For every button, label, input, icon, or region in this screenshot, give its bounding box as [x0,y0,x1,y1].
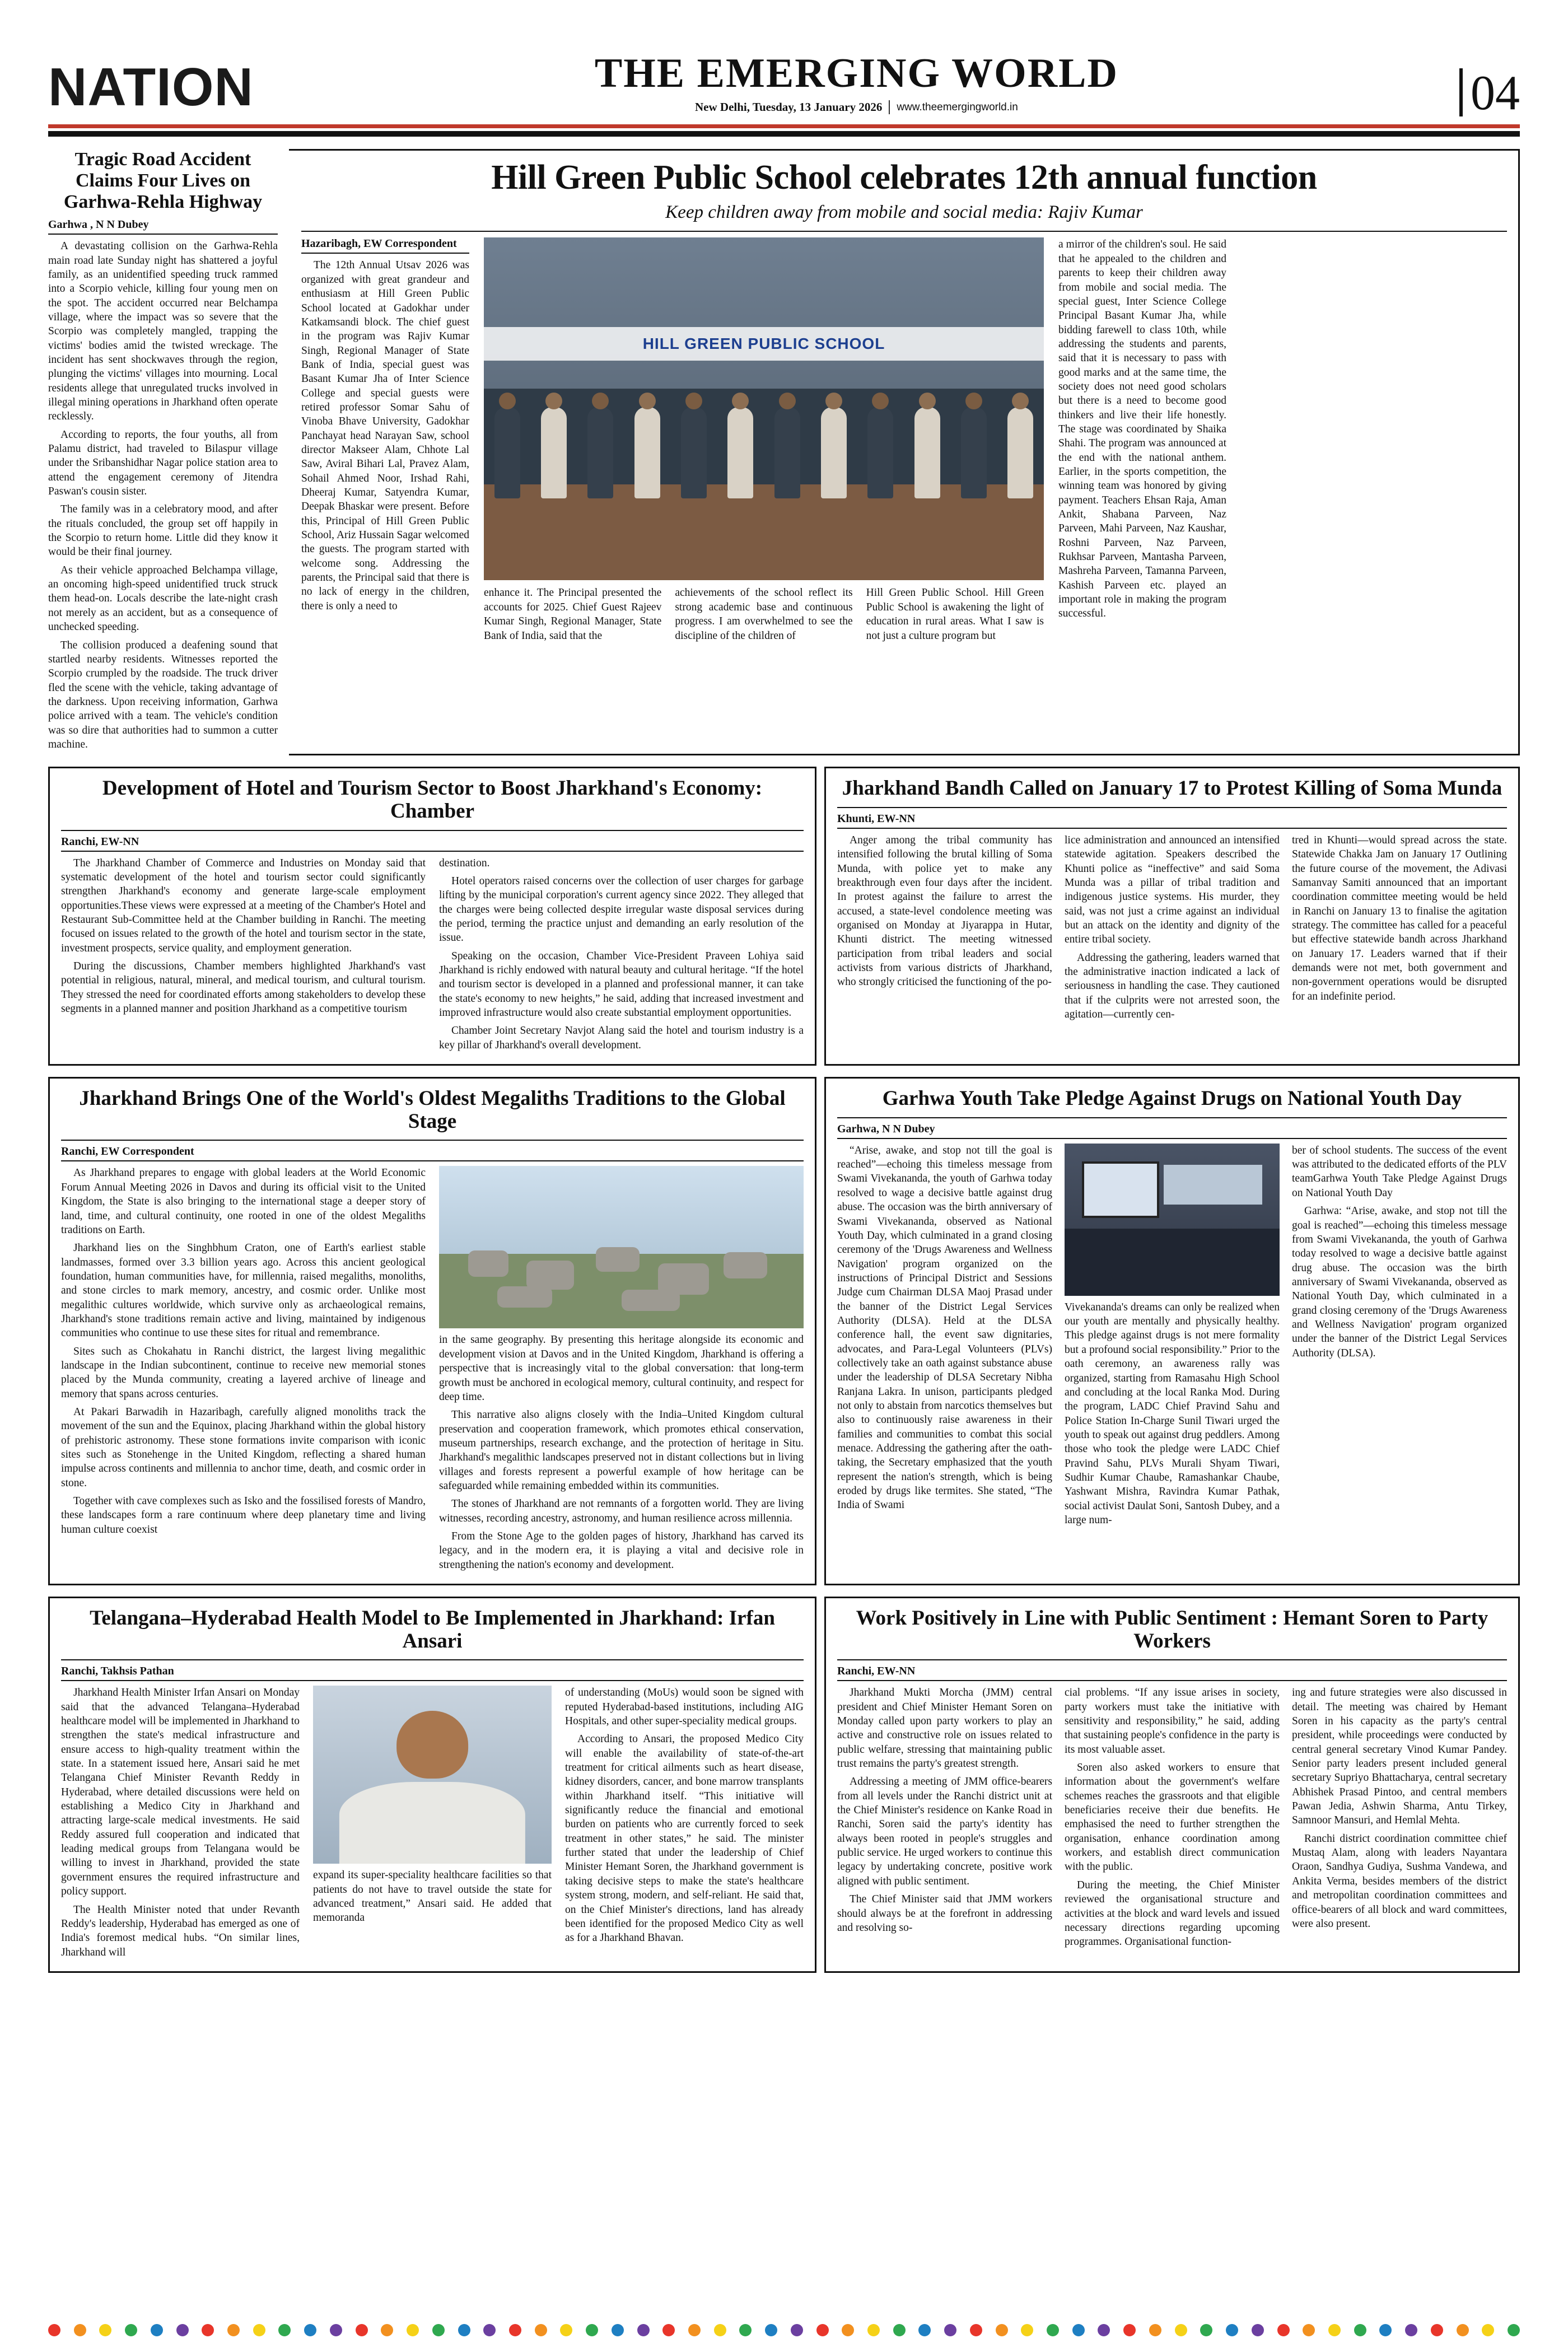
footer-dot [1379,2324,1392,2336]
article-bandh [824,767,1520,1066]
footer-dot [893,2324,906,2336]
page-number: 04 [1471,66,1520,121]
photo-person [681,407,707,498]
section-row-2 [48,1077,1520,1585]
footer-dot [48,2324,60,2336]
paragraph: The 12th Annual Utsav 2026 was organized with great grandeur and enthusiasm at Hill Green Public School located at Gadokhar under Katkamsandi block. The chief guest in the program was Rajiv Kumar Singh, Regional Manager of State Bank of India, special guest was Basant Kumar Jha of Inter Science College and special guests were retired professor Somar Sahu of Vinoba Bhave University, Gadokhar Panchayat head Narayan Saw, school director Makseer Alam, Chhote Lal Saw, Aviral Bihari Lal, Pravez Alam, Sohail Ahmed Noor, Irshad Rahi, Dheeraj Kumar, Satyendra Kumar, Deepak Bhaskar were present. Before this, Principal of Hill Green Public School, Ariz Hussain Sagar welcomed the guests. The program started with welcome song. Addressing the parents, the Principal said that there is no lack of energy in the children, there is only a need to [301,259,469,612]
photo-banner [1164,1165,1263,1205]
paragraph: of understanding (MoUs) would soon be signed with reputed Hyderabad-based institutions, including AIG Hospitals, and other super-speciality medical groups. [565,1687,804,1728]
publication-website[interactable]: www.theemergingworld.in [897,101,1018,113]
footer-dot [176,2324,189,2336]
footer-dot [535,2324,547,2336]
megaliths-photo [439,1166,804,1328]
megaliths-columns [61,1166,804,1576]
footer-dot [1149,2324,1161,2336]
road-accident-headline: Tragic Road Accident Claims Four Lives on Garhwa-Rehla Highway [63,149,263,213]
paragraph: ing and future strategies were also discussed in detail. The meeting was chaired by Hemant Soren in his capacity as the party's central president, while proceedings were conducted by central general secretary Vinod Kumar Pandey. Senior party leaders present included general secretary Supriyo Bhattacharya, central secretary Abhishek Prasad Pintoo, and central members Pawan Jedia, Ashwin Sharma, Antu Tirkey, Samnoor Mansuri, and Hemlal Mehta. [1292,1687,1507,1827]
paragraph: As Jharkhand prepares to engage with global leaders at the World Economic Forum Annual Meeting 2026 in Davos and during its official visit to the United Kingdom, the State is also bringing to the international stage a deeper story of land, time, and cultural continuity, one rooted in one of the oldest Megaliths traditions on Earth. [61,1167,426,1236]
telangana-photo [313,1686,552,1864]
footer-dot [1175,2324,1187,2336]
photo-person [914,407,940,498]
telangana-byline: Ranchi, Takhsis Pathan [61,1665,804,1681]
paragraph: Jharkhand Health Minister Irfan Ansari on Monday said that the advanced Telangana–Hyderabad healthcare model will be implemented in Jharkhand to strengthen the state's medical infrastructure and ensure access to high-quality treatment within the state. In a statement issued here, Ansari said he met Telangana Chief Minister Revanth Reddy in Hyderabad, where detailed discussions were held on establishing a Medico City in Jharkhand and attracting large-scale medical investments. He said Reddy assured full cooperation and indicated that leading medical groups from Telangana would be willing to invest in Jharkhand, provided the state government ensures the required infrastructure and policy support. [61,1687,300,1898]
paragraph: During the meeting, the Chief Minister reviewed the organisational structure and activities at the block and ward levels and issued necessary directions regarding upcoming programmes. Organisational function- [1065,1879,1280,1948]
photo-seats [1065,1229,1280,1296]
paragraph: Addressing the gathering, leaders warned that the administrative inaction indicated a lack of seriousness in handling the case. They cautioned that if the culprits were not arrested soon, the agitation—currently cen- [1065,951,1280,1021]
footer-dot [765,2324,777,2336]
article-youth-pledge [824,1077,1520,1585]
photo-screen [1082,1161,1160,1217]
paragraph: Addressing a meeting of JMM office-bearers from all levels under the Ranchi district unit at the Chief Minister's residence on Kanke Road in Ranchi, Soren said the party's identity has always been rooted in people's struggles and public service. He urged workers to continue this legacy by undertaking concrete, positive work aligned with public sentiment. [837,1776,1052,1887]
telangana-col-3 [565,1686,804,1963]
paragraph: Garhwa: “Arise, awake, and stop not till the goal is reached”—echoing this timeless message from Swami Vivekananda, the youth of Garhwa today resolved to wage a decisive battle against drug abuse. The occasion was the birth anniversary of Swami Vivekananda, observed as National Youth Day, which culminated in a grand closing ceremony of the 'Drugs Awareness and Wellness Navigation' program organized under the banner of the District Legal Services Authority (DLSA). [1292,1205,1507,1359]
top-section [48,149,1520,755]
masthead [48,45,1520,121]
footer-dot [458,2324,470,2336]
paragraph: in the same geography. By presenting this heritage alongside its economic and development vision at Davos and in the United Kingdom, Jharkhand is offering a perspective that is increasingly vital to the global conversation: that long-term growth must be anchored in ecological memory, cultural continuity, and respect for deep time. [439,1334,804,1403]
paragraph: According to Ansari, the proposed Medico City will enable the availability of state-of-the-art treatment for critical ailments such as heart disease, kidney disorders, cancer, and bone marrow transplants within Jharkhand itself. “This initiative will significantly reduce the financial and emotional burden on patients who are currently forced to seek treatment in other states,” he said. The minister further stated that under the leadership of Chief Minister Hemant Soren, the Jharkhand government is taking decisive steps to make the state's healthcare system strong, modern, and self-reliant. He said that, on the Chief Minister's directions, land has already been identified for the proposed Medico City as well as for a Jharkhand Bhavan. [565,1733,804,1944]
megaliths-col-2 [439,1166,804,1576]
hotel-tourism-col-1 [61,856,426,1056]
hemant-headline: Work Positively in Line with Public Sentiment : Hemant Soren to Party Workers [856,1606,1488,1653]
youth-pledge-headline: Garhwa Youth Take Pledge Against Drugs on National Youth Day [882,1087,1462,1110]
paragraph: a mirror of the children's soul. He said that he appealed to the children and parents to keep their children away from mobile and social media. The special guest, Inter Science College Principal Basant Kumar Jha, while bidding farewell to class 10th, while addressing the students and parents, said that it is necessary to pass with good marks and at the same time, the society does not need good scholars but there is a need to become good thinkers and live their life honestly. The stage was coordinated by Shaika Shahi. The program was announced at the end with the national anthem. Earlier, in the sports competition, the winning team was honored by giving payment. Teachers Ehsan Raja, Aman Ankit, Shabana Parveen, Naz Parveen, Mahi Parveen, Naz Kaushar, Roshni Parveen, Naz Parveen, Rukhsar Parveen, Mantasha Parveen, Mashreha Parveen, Tamanna Parveen, Kashish Parveen etc. played an important role in making the program successful. [1058,239,1226,620]
footer-dot [637,2324,650,2336]
photo-person [494,407,520,498]
paragraph: destination. [439,857,490,869]
footer-dot [407,2324,419,2336]
footer-dot [1047,2324,1059,2336]
paragraph: lice administration and announced an intensified statewide agitation. Speakers described the Khunti police as “ineffective” and said Soma Munda was a pillar of tribal tradition and indigenous justice systems. His murder, they said, was not just a crime against an individual but an attack on the identity and dignity of the entire tribal society. [1065,834,1280,946]
lead-body-4 [866,586,1044,646]
footer-dot [1303,2324,1315,2336]
footer-dot [509,2324,521,2336]
paragraph: During the discussions, Chamber members highlighted Jharkhand's vast potential in religious, natural, mineral, and medical tourism, and cultural tourism. They stressed the need for coordinated efforts among stakeholders to develop these segments in a planned manner and position Jharkhand as a competitive tourism [61,960,426,1015]
masthead-red-rule [48,124,1520,128]
youth-pledge-col-3 [1292,1144,1507,1532]
road-accident-byline: Garhwa , N N Dubey [48,218,278,235]
article-road-accident [48,149,289,755]
footer-dot [432,2324,445,2336]
paragraph: The stones of Jharkhand are not remnants of a forgotten world. They are living witnesses, recording ancestry, astronomy, and human resilience across millennia. [439,1498,804,1524]
footer-dot [330,2324,342,2336]
paragraph: From the Stone Age to the golden pages of history, Jharkhand has carved its legacy, and in the modern era, it is playing a vital and decisive role in strengthening the nation's economy and development. [439,1530,804,1571]
hotel-tourism-byline: Ranchi, EW-NN [61,836,804,852]
paragraph: Ranchi district coordination committee chief Mustaq Alam, along with leaders Nayantara Oraon, Sandhya Gudiya, Sushma Vandewa, and Ankita Verma, besides members of the district and metropolitan coordination committees and office-bearers of all block and ward committees, were also present. [1292,1832,1507,1930]
bandh-col-3 [1292,833,1507,1025]
bandh-columns [837,833,1507,1025]
youth-pledge-byline: Garhwa, N N Dubey [837,1123,1507,1139]
paragraph: ber of school students. The success of the event was attributed to the dedicated efforts of the PLV teamGarhwa Youth Take Pledge Against Drugs on National Youth Day [1292,1144,1507,1199]
megaliths-col-1 [61,1166,426,1576]
page-number-group [1459,66,1520,121]
paragraph: At Pakari Barwadih in Hazaribagh, carefully aligned monoliths track the movement of the sun and the Equinox, placing Jharkhand within the global history of prehistoric astronomy. These stone formations invite comparison with iconic sites such as Stonehenge in the United Kingdom, reflecting a shared human impulse across continents and millennia to anchor time, death, and cosmic order in stone. [61,1406,426,1489]
lead-byline: Hazaribagh, EW Correspondent [301,237,469,254]
hemant-byline: Ranchi, EW-NN [837,1665,1507,1681]
footer-dot [1226,2324,1238,2336]
footer-dot [739,2324,752,2336]
footer-dot [1200,2324,1212,2336]
footer-dot [1277,2324,1290,2336]
lead-columns [301,237,1507,646]
article-hotel-tourism [48,767,816,1066]
youth-pledge-columns [837,1144,1507,1532]
telangana-col-2 [313,1686,552,1963]
lead-column-5 [1058,237,1226,646]
section-title: NATION [48,57,254,117]
footer-dot [278,2324,291,2336]
page-number-divider [1459,68,1463,116]
bandh-byline: Khunti, EW-NN [837,813,1507,829]
footer-dot [1405,2324,1417,2336]
photo-people [484,382,1044,498]
youth-pledge-col-2-body [1065,1300,1280,1528]
article-lead-school [289,149,1520,755]
hotel-tourism-columns [61,856,804,1056]
footer-dot [662,2324,675,2336]
telangana-col-1 [61,1686,300,1963]
publication-date: New Delhi, Tuesday, 13 January 2026 [695,100,890,114]
photo-stone [497,1286,552,1308]
paragraph: The Health Minister noted that under Revanth Reddy's leadership, Hyderabad has emerged as one of India's foremost medical hubs. “On similar lines, Jharkhand will [61,1903,300,1958]
paragraph: expand its super-speciality healthcare facilities so that patients do not have to travel outside the state for advanced treatment,” Ansari said. He added that memoranda [313,1869,552,1924]
footer-dot [714,2324,726,2336]
paragraph: Speaking on the occasion, Chamber Vice-President Praveen Lohiya said Jharkhand is richly endowed with natural beauty and cultural heritage. “If the hotel and tourism sector is developed in a planned and professional manner, it can take the state's economy to new heights,” he said, adding that increased investment and improved infrastructure would also create substantial employment opportunities. [439,950,804,1019]
lead-photo [484,237,1044,580]
footer-dot [1482,2324,1494,2336]
bandh-col-1 [837,833,1052,1025]
paragraph: “Arise, awake, and stop not till the goal is reached”—echoing this timeless message from Swami Vivekananda, the youth of Garhwa today resolved to wage a decisive battle against drug abuse. The occasion was the birth anniversary of Swami Vivekananda, observed as National Youth Day, which culminated in a grand closing ceremony of the 'Drugs Awareness and Wellness Navigation' program organized on the instructions of Principal District and Sessions Judge cum Chairman DLSA Maoj Prasad under the banner of the District Legal Services Authority (DLSA). Held at the DLSA conference hall, the event saw dignitaries, advocates, and Para-Legal Volunteers (PLVs) collectively take an oath against substance abuse under the leadership of DLSA Secretary Nibha Ranjana Lakra. In unison, participants pledged not only to abstain from narcotics themselves but also to continuously raise awareness in their families and communities to combat this social menace. Addressing the gathering after the oath-taking, the Secretary emphasized that the youth represent the nation's strength, which is being eroded by drugs like termites. She stated, “The India of Swami [837,1144,1052,1511]
masthead-black-rule [48,131,1520,137]
footer-dot [688,2324,701,2336]
paragraph: Sites such as Chokahatu in Ranchi district, the largest living megalithic landscape in the Indian subcontinent, continue to receive new memorial stones placed by the Munda community, creating a layered archive of lineage and memory that spans across centuries. [61,1345,426,1400]
paragraph: The family was in a celebratory mood, and after the rituals concluded, the group set off happily in the Scorpio to return home. Little did they know it would be their final journey. [48,503,278,558]
photo-portrait [313,1686,552,1864]
footer-dot [996,2324,1008,2336]
photo-person [774,407,800,498]
divider [837,1659,1507,1660]
footer-dot [842,2324,854,2336]
photo-stone [724,1252,767,1278]
lead-body-5 [1058,237,1226,620]
footer-dot [612,2324,624,2336]
photo-head [396,1711,468,1779]
photo-stone [468,1250,508,1276]
divider [61,1659,804,1660]
youth-pledge-col-2 [1065,1144,1280,1532]
bandh-col-2 [1065,833,1280,1025]
footer-dot [253,2324,265,2336]
paragraph: A devastating collision on the Garhwa-Rehla main road late Sunday night has shattered a joyful family, as an unidentified speeding truck rammed into a Scorpio vehicle, killing four young men on the spot. The accident occurred near Belchampa village, where the impact was so severe that the Scorpio was completely mangled, trapping the victims' bodies amid the twisted wreckage. The incident has sent shockwaves through the region, plunging the victims' villages into mourning. Local residents allege that unregulated trucks involved in illegal mining operations in Jharkhand often operate recklessly. [48,240,278,423]
divider [837,1117,1507,1118]
footer-dot [791,2324,803,2336]
masthead-subline [254,100,1459,114]
footer-dot [1457,2324,1469,2336]
hotel-tourism-headline: Development of Hotel and Tourism Sector to Boost Jharkhand's Economy: Chamber [102,777,763,823]
footer-dot [356,2324,368,2336]
article-telangana-health [48,1597,816,1973]
telangana-headline: Telangana–Hyderabad Health Model to Be Implemented in Jharkhand: Irfan Ansari [90,1606,775,1653]
footer-dot [1021,2324,1033,2336]
hemant-columns [837,1686,1507,1953]
paragraph: Soren also asked workers to ensure that information about the government's welfare schemes reaches the grassroots and that eligible beneficiaries receive their due benefits. He emphasised the need to further strengthen the organisation, enhance coordination among workers, and establish direct communication with the public. [1065,1762,1280,1873]
footer-dot [867,2324,880,2336]
paragraph: Vivekananda's dreams can only be realized when our youth are mentally and physically healthy. This pledge against drugs is not mere formality but a profound social responsibility.” Prior to the oath ceremony, an awareness rally was organized, starting from Ramasahu High School and concluding at the local Ranka Mod. During the program, LADC Chief Pravind Sahu and Police Station In-Charge Sunil Tiwari urged the youth to speak out against drug peddlers. Among those who took the pledge were LADC Chief Pravind Sahu, PLVs Murali Shyam Tiwari, Sudhir Kumar Chaube, Ramashankar Chaube, Yashwant Mishra, Ravindra Kumar Pathak, social activist Daulat Soni, Santosh Dubey, and a large num- [1065,1301,1280,1526]
footer-dot [816,2324,829,2336]
footer-dot [1354,2324,1366,2336]
photo-room [1065,1144,1280,1296]
paragraph: Anger among the tribal community has intensified following the brutal killing of Soma Munda, with police yet to make any breakthrough even four days after the incident. In protest against the failure to arrest the accused, a state-level condolence meeting was organised on Monday at Jiyarappa in Hutar, Khunti district. The meeting witnessed participation from tribal leaders and social activists from various districts of Jharkhand, who strongly criticised the functioning of the po- [837,834,1052,988]
footer-dot [1508,2324,1520,2336]
bandh-headline: Jharkhand Bandh Called on January 17 to Protest Killing of Soma Munda [842,777,1502,800]
footer-dot [1072,2324,1085,2336]
telangana-columns [61,1686,804,1963]
paragraph: The Jharkhand Chamber of Commerce and Industries on Monday said that systematic development of the hotel and tourism sector could significantly strengthen Jharkhand's economy and generate large-scale employment opportunities.These views were expressed at a meeting of the Chamber's Hotel and Restaurant Sub-Committee held at the Chamber building in Ranchi. The meeting focused on issues related to the growth of the hotel and tourism sector in the state, investment prospects, service quality, and employment generation. [61,857,426,954]
paragraph: Chamber Joint Secretary Navjot Alang said the hotel and tourism industry is a key pillar of Jharkhand's overall development. [439,1025,804,1051]
paragraph: This narrative also aligns closely with the India–United Kingdom cultural preservation and cooperation framework, which promotes ethical conservation, museum partnerships, research exchange, and the protection of heritage in Situ. Jharkhand's megalithic landscapes preserved not in distant collections but in living villages and forests represent a powerful example of how heritage can be safeguarded while remaining embedded within its communities. [439,1409,804,1492]
footer-dot [202,2324,214,2336]
footer-color-dots [48,2324,1520,2336]
photo-stage-floor [484,484,1044,580]
megaliths-headline: Jharkhand Brings One of the World's Oldest Megaliths Traditions to the Global Stage [79,1087,786,1133]
paragraph: Jharkhand lies on the Singhbhum Craton, one of Earth's earliest stable landmasses, formed over 3.3 billion years ago. Across this ancient geological foundation, human communities have, for millennia, raised megaliths, monoliths, and stone circles to mark memory, ancestry, and cosmic order. Unlike most megalithic cultures worldwide, which survive only as archaeological remains, Jharkhand's stone traditions remain active and living, maintained by indigenous communities who continue to use these sites for ritual and remembrance. [61,1242,426,1340]
paragraph: Hill Green Public School. Hill Green Public School is awakening the light of education in rural areas. What I saw is not just a culture program but [866,587,1044,642]
paragraph: As their vehicle approached Belchampa village, an oncoming high-speed unidentified truck struck them head-on. Locals describe the late-night crash not merely as an accident, but as a consequence of unchecked speeding. [48,564,278,633]
divider [61,830,804,831]
lead-headline: Hill Green Public School celebrates 12th annual function [491,158,1317,197]
photo-person [634,407,660,498]
paragraph: Together with cave complexes such as Isko and the fossilised forests of Mandro, these landscapes form a rare continuum where deep planetary time and living human culture coexist [61,1495,426,1536]
hemant-col-1 [837,1686,1052,1953]
photo-person [587,407,613,498]
footer-dot [1123,2324,1136,2336]
footer-dot [1252,2324,1264,2336]
lead-body-1 [301,258,469,613]
footer-dot [381,2324,393,2336]
paragraph: Hotel operators raised concerns over the collection of user charges for garbage lifting by the municipal corporation's current agency since 2022. They alleged that the charges were being collected despite irregular waste disposal services during the period, terming the practice unjust and demanding an early resolution of the issue. [439,875,804,944]
photo-person [1007,407,1033,498]
footer-dot [74,2324,86,2336]
section-row-3 [48,1597,1520,1973]
photo-stone [526,1261,574,1290]
paragraph: tred in Khunti—would spread across the state. Statewide Chakka Jam on January 17 Outlining the future course of the movement, the Adivasi Samanvay Samiti announced that an important coordination committee meeting would be held in Ranchi on January 13 to finalise the agitation strategy. The committee has called for a peaceful but effective statewide bandh across Jharkhand on January 17. Leaders warned that if their demands were not met, both government and non-government operations would be disrupted for an indefinite period. [1292,834,1507,1002]
footer-dot [586,2324,598,2336]
divider [61,1140,804,1141]
road-accident-body [48,239,278,752]
footer-dot [304,2324,316,2336]
lead-divider [301,231,1507,232]
paragraph: The Chief Minister said that JMM workers should always be at the forefront in addressing and resolving so- [837,1893,1052,1934]
hemant-col-2 [1065,1686,1280,1953]
footer-dot [918,2324,931,2336]
telangana-col-1-body [61,1686,300,1959]
footer-dot [970,2324,982,2336]
masthead-center [254,50,1459,118]
lead-photo-column [484,237,1044,646]
megaliths-col-2-body [439,1333,804,1572]
footer-dot [125,2324,137,2336]
footer-dot [483,2324,496,2336]
youth-pledge-photo [1065,1144,1280,1296]
lead-photo-subcolumns [484,586,1044,646]
lead-subhead: Keep children away from mobile and social media: Rajiv Kumar [665,202,1143,223]
lead-column-1 [301,237,469,646]
hotel-tourism-col-2 [439,856,804,1056]
article-megaliths [48,1077,816,1585]
lead-body-3 [675,586,852,646]
paragraph: enhance it. The Principal presented the accounts for 2025. Chief Guest Rajeev Kumar Singh, Regional Manager, State Bank of India, said that the [484,587,662,642]
photo-person [727,407,753,498]
article-hemant-soren [824,1597,1520,1973]
divider [837,807,1507,808]
publication-title: THE EMERGING WORLD [594,50,1118,96]
footer-dot [944,2324,956,2336]
footer-dot [1098,2324,1110,2336]
telangana-col-2-body [313,1868,552,1925]
photo-person [961,407,987,498]
paragraph: The collision produced a deafening sound that startled nearby residents. Witnesses reported the Scorpio crumpled by the roadside. The truck driver fled the scene with the vehicle, taking advantage of the darkness. Upon receiving information, Garhwa police arrived with a team. The vehicle's condition was so dire that authorities had to summon a cutter machine. [48,639,278,750]
section-row-1 [48,767,1520,1066]
megaliths-byline: Ranchi, EW Correspondent [61,1145,804,1161]
paragraph: Jharkhand Mukti Morcha (JMM) central president and Chief Minister Hemant Soren on Monday called upon party workers to play an active and constructive role on issues related to public welfare, stressing that maintaining public trust remains the party's greatest strength. [837,1687,1052,1770]
footer-dot [560,2324,572,2336]
photo-person [867,407,893,498]
photo-person [541,407,567,498]
paragraph: According to reports, the four youths, all from Palamu district, had traveled to Bilaspur village under the Sribanshidhar Nagar police station area to attend the engagement ceremony of Jitendra Paswan's cousin sister. [48,428,278,498]
photo-stone [622,1290,680,1311]
photo-person [821,407,847,498]
photo-banner-text: HILL GREEN PUBLIC SCHOOL [484,327,1044,361]
lead-body-2 [484,586,661,646]
youth-pledge-col-1 [837,1144,1052,1532]
photo-stone [596,1247,640,1272]
paragraph: cial problems. “If any issue arises in society, party workers must take the initiative with sensitivity and responsibility,” he said, adding that sustaining people's confidence in the party is its most valuable asset. [1065,1687,1280,1756]
footer-dot [1328,2324,1341,2336]
photo-body [339,1782,525,1864]
footer-dot [151,2324,163,2336]
footer-dot [99,2324,111,2336]
paragraph: achievements of the school reflect its strong academic base and continuous progress. I am overwhelmed to see the discipline of the children of [675,587,853,642]
footer-dot [1431,2324,1443,2336]
hemant-col-3 [1292,1686,1507,1953]
footer-dot [227,2324,240,2336]
